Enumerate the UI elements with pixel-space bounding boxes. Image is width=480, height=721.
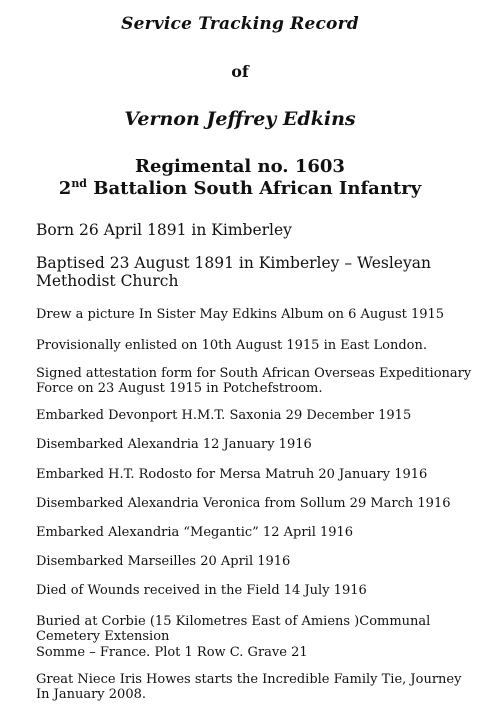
entry-line: Somme – France. Plot 1 Row C. Grave 21: [36, 644, 308, 660]
battalion-ordinal-suffix: nd: [71, 177, 88, 190]
entry-line: Disembarked Alexandria Veronica from Sollum 29 March 1916: [36, 496, 451, 511]
entry-died-of-wounds: [36, 583, 472, 598]
entry-embarked-rodosto: [36, 467, 472, 482]
entry-baptised: [36, 254, 472, 291]
battalion-ordinal: 2: [58, 178, 72, 199]
entry-line: Embarked Alexandria “Megantic” 12 April 1916: [36, 525, 354, 540]
title-of: of: [231, 62, 249, 81]
entry-line: Great Niece Iris Howes starts the Incredible Family Tie, Journey: [36, 672, 462, 687]
entry-line: Embarked H.T. Rodosto for Mersa Matruh 20 January 1916: [36, 467, 428, 482]
entry-born: [36, 221, 472, 239]
document-title: Service Tracking Record: [121, 14, 359, 34]
entry-line: Born 26 April 1891 in Kimberley: [36, 221, 292, 239]
entry-line: Disembarked Alexandria 12 January 1916: [36, 437, 312, 452]
soldier-name: Vernon Jeffrey Edkins: [124, 108, 356, 130]
entry-line: Baptised 23 August 1891 in Kimberley – Wesleyan: [36, 254, 431, 272]
entry-line: Died of Wounds received in the Field 14 July 1916: [36, 583, 367, 598]
battalion: [0, 178, 480, 199]
entry-line: Methodist Church: [36, 272, 179, 291]
entry-disembarked-alexandria: [36, 437, 472, 452]
entry-disembarked-veronica: [36, 496, 472, 511]
entry-drew-picture: [36, 307, 472, 322]
entry-embarked-devonport: [36, 408, 472, 423]
entry-line: Embarked Devonport H.M.T. Saxonia 29 December 1915: [36, 408, 412, 423]
regimental-number: Regimental no. 1603: [135, 156, 345, 177]
battalion-name: Battalion South African Infantry: [87, 178, 422, 199]
entry-enlisted: [36, 338, 472, 353]
entry-line: In January 2008.: [36, 687, 147, 703]
entry-line: Disembarked Marseilles 20 April 1916: [36, 554, 291, 569]
entry-line: Buried at Corbie (15 Kilometres East of Amiens )Communal: [36, 614, 431, 629]
entry-embarked-megantic: [36, 525, 472, 540]
entry-line: Signed attestation form for South African Overseas Expeditionary: [36, 366, 472, 381]
entry-buried: [36, 614, 472, 660]
entry-line: Cemetery Extension: [36, 629, 170, 645]
entry-line: Drew a picture In Sister May Edkins Album on 6 August 1915: [36, 307, 445, 322]
entry-disembarked-marseilles: [36, 554, 472, 569]
entry-line: Provisionally enlisted on 10th August 1915 in East London.: [36, 338, 428, 353]
entry-great-niece: [36, 672, 472, 703]
entry-attestation: [36, 366, 472, 397]
entry-line: Force on 23 August 1915 in Potchefstroom.: [36, 381, 323, 397]
